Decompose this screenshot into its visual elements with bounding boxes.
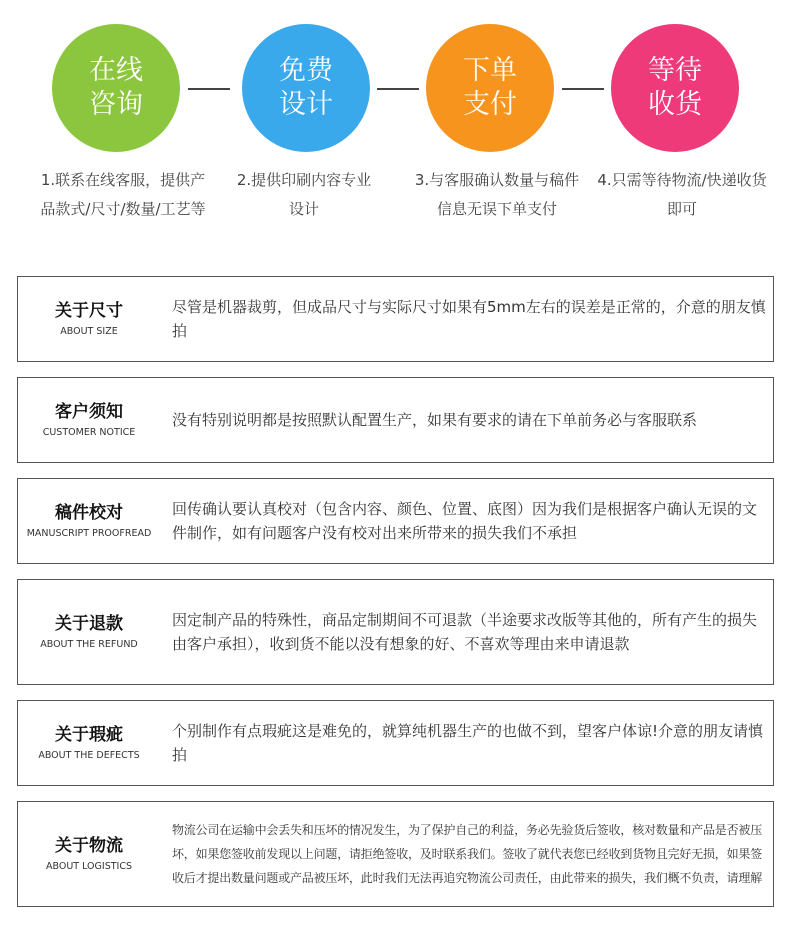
step-circle-text: 设计 (279, 89, 333, 120)
notice-text: 个别制作有点瑕疵这是难免的，就算纯机器生产的也做不到，望客户体谅!介意的朋友请慎拍 (172, 722, 764, 764)
step-circle-text: 下单 (463, 55, 517, 86)
notice-subtitle: ABOUT LOGISTICS (46, 860, 132, 872)
notice-text: 物流公司在运输中会丢失和压坏的情况发生，为了保护自己的利益，务必先验货后签收，核对数量和产品是否被压坏，如果您签收前发现以上问题，请拒绝签收，及时联系我们。签收了就代表您已经收到货物且完好无损，如果签收后才提出数量问题或产品被压坏，此时我们无法再追究物流公司责任，由此带来的损失，我们概不负责，请理解 (172, 823, 763, 885)
step-description: 2.提供印刷内容专业设计 (236, 171, 372, 218)
notice-title: 稿件校对 (55, 502, 123, 523)
step-circle-text: 支付 (463, 89, 517, 120)
notice-text: 没有特别说明都是按照默认配置生产，如果有要求的请在下单前务必与客服联系 (172, 411, 698, 429)
notice-customer (17, 377, 774, 463)
notice-label (18, 300, 160, 339)
notice-proofread (17, 478, 774, 564)
step-circle-text: 咨询 (89, 89, 143, 120)
step-circle-text: 在线 (89, 55, 143, 86)
step-circle-consult (52, 24, 180, 152)
notice-size (17, 276, 774, 362)
notice-subtitle: ABOUT THE REFUND (40, 638, 138, 650)
notice-label (18, 724, 160, 763)
step-circle-pay (426, 24, 554, 152)
step-description: 1.联系在线客服，提供产品款式/尺寸/数量/工艺等 (40, 171, 206, 218)
step-circle-design (242, 24, 370, 152)
notice-logistics (17, 801, 774, 907)
notice-text: 因定制产品的特殊性，商品定制期间不可退款（半途要求改版等其他的，所有产生的损失由客户承担），收到货不能以没有想象的好、不喜欢等理由来申请退款 (172, 611, 758, 653)
notice-subtitle: ABOUT THE DEFECTS (38, 749, 140, 761)
notice-subtitle: CUSTOMER NOTICE (42, 426, 136, 438)
step-circle-text: 收货 (648, 89, 702, 120)
step-connector (188, 88, 230, 90)
notice-defects (17, 700, 774, 786)
notice-text: 回传确认要认真校对（包含内容、颜色、位置、底图）因为我们是根据客户确认无误的文件制作，如有问题客户没有校对出来所带来的损失我们不承担 (172, 500, 758, 542)
notice-subtitle: MANUSCRIPT PROOFREAD (26, 527, 152, 539)
step-connector (562, 88, 604, 90)
notice-title: 客户须知 (55, 401, 123, 422)
step-connector (377, 88, 419, 90)
notice-label (18, 502, 160, 541)
step-description: 3.与客服确认数量与稿件信息无误下单支付 (414, 171, 580, 218)
notice-label (18, 835, 160, 874)
notice-refund (17, 579, 774, 685)
notice-label (18, 613, 160, 652)
notice-title: 关于瑕疵 (55, 724, 123, 745)
notice-subtitle: ABOUT SIZE (60, 325, 118, 337)
step-circle-receive (611, 24, 739, 152)
notice-title: 关于退款 (55, 613, 123, 634)
notice-text: 尽管是机器裁剪，但成品尺寸与实际尺寸如果有5mm左右的误差是正常的，介意的朋友慎拍 (172, 298, 766, 340)
notice-title: 关于尺寸 (55, 300, 123, 321)
step-description: 4.只需等待物流/快递收货即可 (597, 171, 767, 218)
notice-title: 关于物流 (55, 835, 123, 856)
step-circle-text: 等待 (648, 55, 702, 86)
step-circle-text: 免费 (279, 55, 333, 86)
notice-label (18, 401, 160, 440)
